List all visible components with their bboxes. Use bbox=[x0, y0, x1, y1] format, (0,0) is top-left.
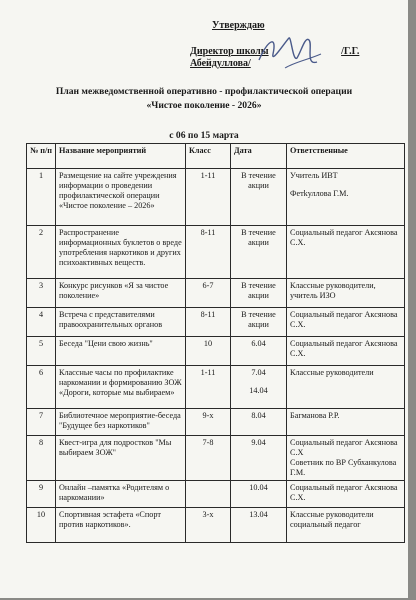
row-name: Конкурс рисунков «Я за чистое поколение» bbox=[56, 279, 186, 308]
responsible-line: Классные руководители bbox=[290, 510, 374, 519]
row-date: 13.04 bbox=[231, 508, 287, 543]
row-grade: 9-х bbox=[186, 409, 231, 436]
header-grade: Класс bbox=[186, 144, 231, 169]
row-name: Классные часы по профилактике наркомании и формированию ЗОЖ «Дороги, которые мы выбираем» bbox=[56, 366, 186, 409]
row-grade bbox=[186, 481, 231, 508]
director-name: /Г.Г. Абейдуллова/ bbox=[190, 46, 360, 69]
row-num: 5 bbox=[27, 337, 56, 366]
row-num: 3 bbox=[27, 279, 56, 308]
row-responsible bbox=[287, 436, 405, 481]
date-line: 14.04 bbox=[249, 386, 268, 395]
row-name: Встреча с представителями правоохранительных органов bbox=[56, 308, 186, 337]
row-grade: 10 bbox=[186, 337, 231, 366]
title-line-2: «Чистое поколение - 2026» bbox=[146, 100, 262, 111]
row-name: Размещение на сайте учреждения информации о проведении профилактической операции «Чистое поколение – 2026» bbox=[56, 169, 186, 226]
row-num: 9 bbox=[27, 481, 56, 508]
responsible-line: Советник по ВР Субханкулова Г.М. bbox=[290, 458, 397, 477]
row-responsible bbox=[287, 508, 405, 543]
row-name: Онлайн –памятка «Родителям о наркомании» bbox=[56, 481, 186, 508]
row-num: 2 bbox=[27, 226, 56, 279]
table-row bbox=[27, 508, 405, 543]
row-date bbox=[231, 366, 287, 409]
table-row bbox=[27, 409, 405, 436]
row-grade: 7-8 bbox=[186, 436, 231, 481]
row-responsible bbox=[287, 169, 405, 226]
responsible-line: Фетkуллова Г.М. bbox=[290, 189, 349, 198]
row-responsible: Классные руководители, учитель ИЗО bbox=[287, 279, 405, 308]
row-num: 6 bbox=[27, 366, 56, 409]
row-grade: 1-11 bbox=[186, 169, 231, 226]
table-row bbox=[27, 169, 405, 226]
header-responsible: Ответственные bbox=[287, 144, 405, 169]
row-grade: 6-7 bbox=[186, 279, 231, 308]
row-num: 1 bbox=[27, 169, 56, 226]
header-num: № п/п bbox=[27, 144, 56, 169]
row-date: 10.04 bbox=[231, 481, 287, 508]
row-name: Распространение информационных буклетов о вреде употребления наркотиков и других психоактивных веществ. bbox=[56, 226, 186, 279]
table-header-row bbox=[27, 144, 405, 169]
table-row bbox=[27, 308, 405, 337]
document-title bbox=[0, 86, 408, 112]
row-num: 4 bbox=[27, 308, 56, 337]
row-responsible: Социальный педагог Аксянова С.Х. bbox=[287, 308, 405, 337]
table-row bbox=[27, 337, 405, 366]
events-table bbox=[26, 143, 405, 543]
header-name: Название мероприятий bbox=[56, 144, 186, 169]
row-responsible: Социальный педагог Аксянова С.Х. bbox=[287, 337, 405, 366]
row-date: 6.04 bbox=[231, 337, 287, 366]
row-date: 8.04 bbox=[231, 409, 287, 436]
row-name: Квест-игра для подростков "Мы выбираем ЗОЖ" bbox=[56, 436, 186, 481]
row-grade: 8-11 bbox=[186, 308, 231, 337]
row-num: 8 bbox=[27, 436, 56, 481]
row-responsible: Багманова Р.Р. bbox=[287, 409, 405, 436]
director-label: Директор школы bbox=[190, 46, 269, 57]
row-responsible: Классные руководители bbox=[287, 366, 405, 409]
table-row bbox=[27, 481, 405, 508]
row-grade: 3-х bbox=[186, 508, 231, 543]
row-num: 10 bbox=[27, 508, 56, 543]
row-num: 7 bbox=[27, 409, 56, 436]
row-date: В течение акции bbox=[231, 279, 287, 308]
responsible-line: Учитель ИВТ bbox=[290, 171, 338, 180]
signature-icon bbox=[255, 32, 325, 72]
row-date: В течение акции bbox=[231, 169, 287, 226]
approve-label: Утверждаю bbox=[212, 20, 265, 31]
table-row bbox=[27, 436, 405, 481]
responsible-line: социальный педагог bbox=[290, 520, 361, 529]
row-responsible: Социальный педагог Аксянова С.Х. bbox=[287, 226, 405, 279]
date-line: 7.04 bbox=[251, 368, 266, 377]
responsible-line: Социальный педагог Аксянова С.Х bbox=[290, 438, 398, 457]
table-row bbox=[27, 279, 405, 308]
row-date: В течение акции bbox=[231, 226, 287, 279]
row-name: Спортивная эстафета «Спорт против наркотиков». bbox=[56, 508, 186, 543]
header-date: Дата bbox=[231, 144, 287, 169]
table-row bbox=[27, 366, 405, 409]
title-line-1: План межведомственной оперативно - профилактической операции bbox=[55, 86, 353, 97]
row-grade: 1-11 bbox=[186, 366, 231, 409]
row-date: 9.04 bbox=[231, 436, 287, 481]
period-label: с 06 по 15 марта bbox=[169, 130, 239, 141]
row-name: Беседа "Цени свою жизнь" bbox=[56, 337, 186, 366]
row-grade: 8-11 bbox=[186, 226, 231, 279]
table-row bbox=[27, 226, 405, 279]
row-responsible: Социальный педагог Аксянова С.Х. bbox=[287, 481, 405, 508]
row-name: Библиотечное мероприятие-беседа "Будущее без наркотиков" bbox=[56, 409, 186, 436]
row-date: В течение акции bbox=[231, 308, 287, 337]
